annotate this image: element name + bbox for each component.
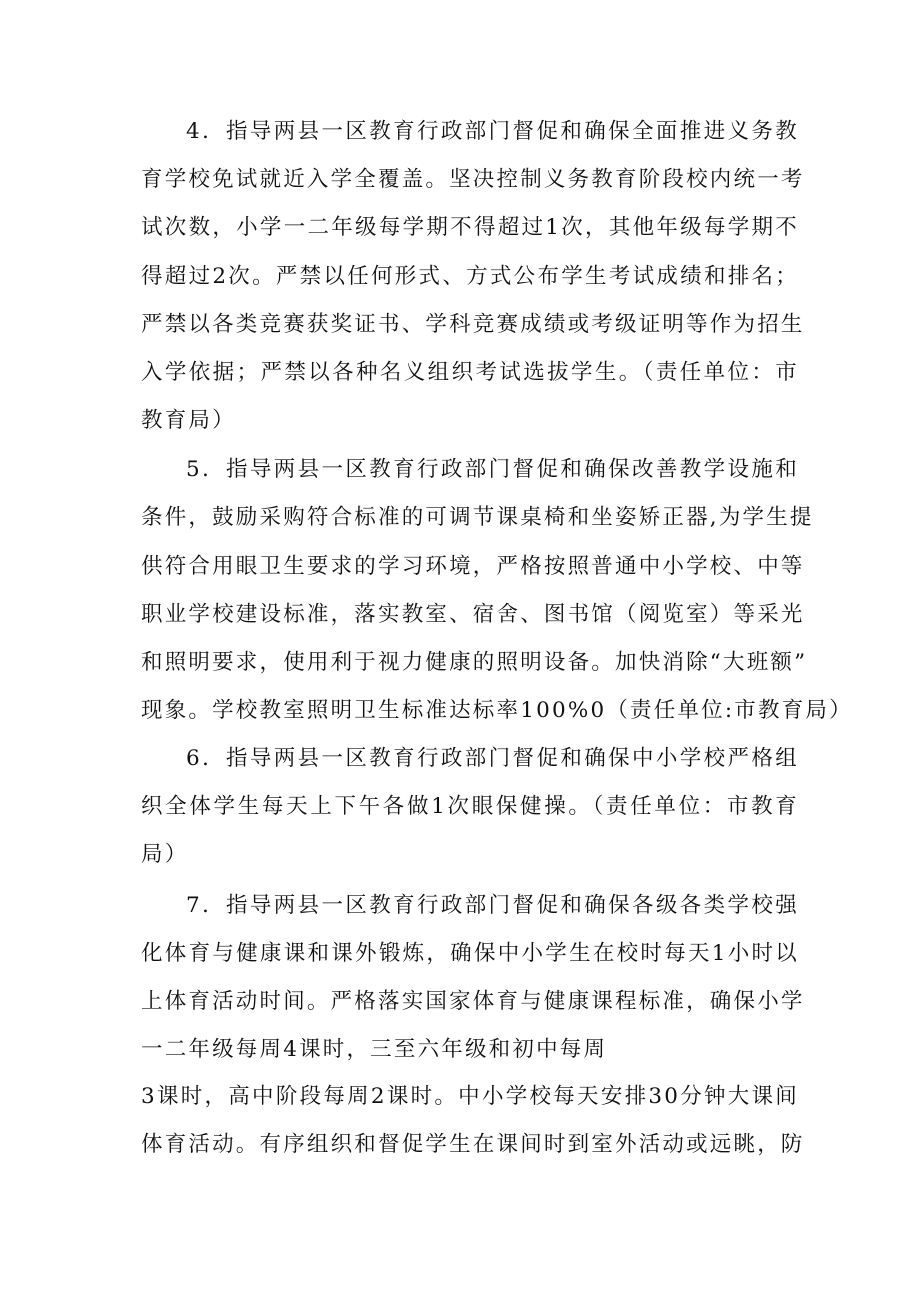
paragraph-7-line-6: 体育活动。有序组织和督促学生在课间时到室外活动或远眺，防 — [141, 1132, 805, 1157]
paragraph-4-line-4: 得超过2次。严禁以任何形式、方式公布学生考试成绩和排名； — [141, 264, 799, 289]
paragraph-7-line-3: 上体育活动时间。严格落实国家体育与健康课程标准，确保小学 — [141, 989, 805, 1014]
paragraph-5-line-3: 供符合用眼卫生要求的学习环境，严格按照普通中小学校、中等 — [141, 554, 805, 579]
paragraph-5-line-1: 5．指导两县一区教育行政部门督促和确保改善教学设施和 — [186, 457, 799, 482]
paragraph-4-line-3: 试次数，小学一二年级每学期不得超过1次，其他年级每学期不 — [141, 215, 799, 240]
paragraph-5-line-2: 条件，鼓励采购符合标准的可调节课桌椅和坐姿矫正器,为学生提 — [141, 505, 814, 530]
paragraph-7-line-4: 一二年级每周4课时，三至六年级和初中每周 — [141, 1037, 608, 1062]
paragraph-4-line-1: 4．指导两县一区教育行政部门督促和确保全面推进义务教 — [186, 119, 799, 144]
paragraph-5-line-5: 和照明要求，使用利于视力健康的照明设备。加快消除“大班额” — [141, 650, 808, 675]
paragraph-5-line-6: 现象。学校教室照明卫生标准达标率100%0（责任单位:市教育局） — [141, 698, 853, 723]
paragraph-4-line-7: 教育局） — [141, 408, 236, 433]
paragraph-4-line-2: 育学校免试就近入学全覆盖。坚决控制义务教育阶段校内统一考 — [141, 167, 805, 192]
paragraph-5-line-4: 职业学校建设标准，落实教室、宿舍、图书馆（阅览室）等采光 — [141, 602, 805, 627]
paragraph-7-line-2: 化体育与健康课和课外锻炼，确保中小学生在校时每天1小时以 — [141, 941, 799, 966]
paragraph-6-line-1: 6．指导两县一区教育行政部门督促和确保中小学校严格组 — [186, 746, 799, 771]
paragraph-6-line-3: 局） — [141, 842, 189, 867]
paragraph-7-line-1: 7．指导两县一区教育行政部门督促和确保各级各类学校强 — [186, 893, 799, 918]
paragraph-7-line-5: 3课时，高中阶段每周2课时。中小学校每天安排30分钟大课间 — [141, 1084, 799, 1109]
paragraph-4-line-5: 严禁以各类竞赛获奖证书、学科竞赛成绩或考级证明等作为招生 — [141, 312, 805, 337]
paragraph-6-line-2: 织全体学生每天上下午各做1次眼保健操。（责任单位：市教育 — [141, 794, 799, 819]
paragraph-4-line-6: 入学依据；严禁以各种名义组织考试选拔学生。（责任单位：市 — [141, 360, 799, 385]
